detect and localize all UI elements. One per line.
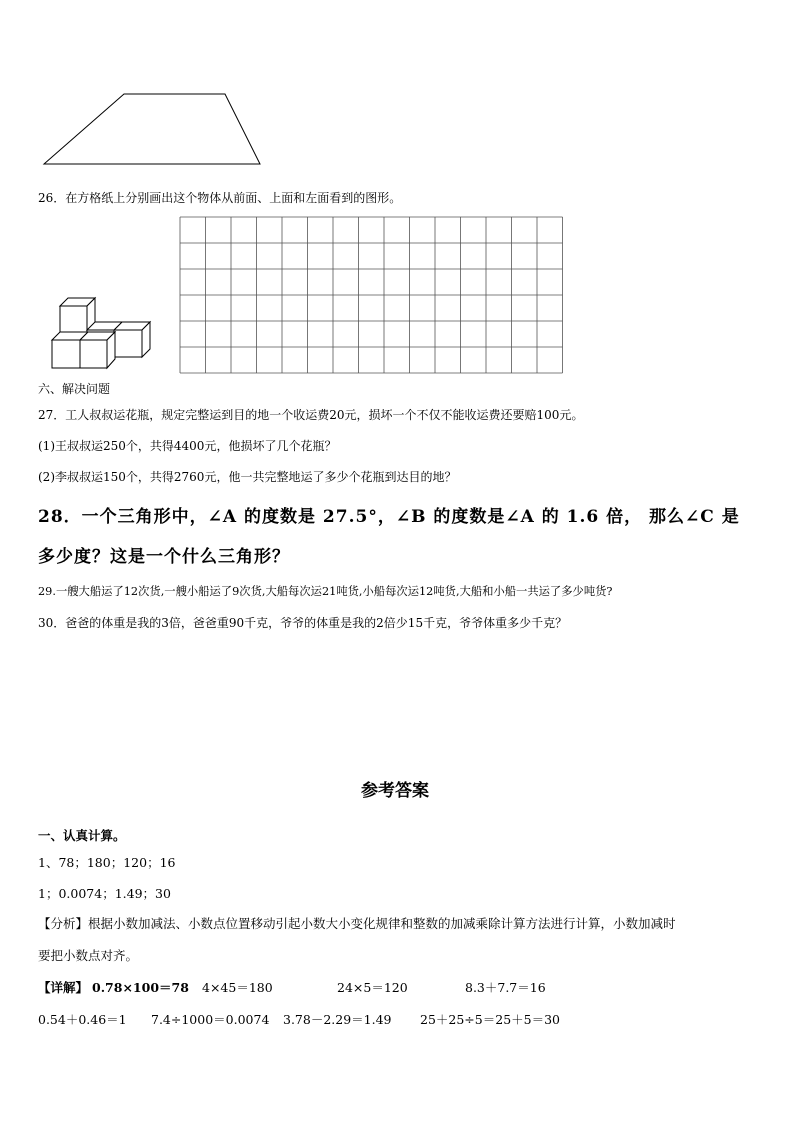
question-30: 30．爸爸的体重是我的3倍，爸爸重90千克，爷爷的体重是我的2倍少15千克，爷爷体重多少千克？: [38, 616, 568, 630]
cube-solid-figure: [46, 296, 158, 372]
trapezoid-figure: [40, 90, 270, 170]
answer-line-1: 1、78；180；120；16: [38, 855, 176, 870]
question-27: 27．工人叔叔运花瓶，规定完整运到目的地一个收运费20元，损坏一个不仅不能收运费还要赔100元。: [38, 408, 584, 422]
question-27-part-1: (1)王叔叔运250个，共得4400元，他损坏了几个花瓶？: [38, 439, 337, 453]
equation: 0.78×100＝78: [92, 980, 189, 995]
section-heading: 六、解决问题: [38, 382, 111, 396]
grid-paper: [178, 216, 566, 374]
question-28-line-2: 多少度？这是一个什么三角形？: [38, 547, 290, 567]
answers-title: 参考答案: [361, 781, 429, 801]
question-28-line-1: 28．一个三角形中，∠A 的度数是 27.5°，∠B 的度数是∠A 的 1.6 倍， 那么∠C 是: [38, 507, 740, 527]
equation: 4×45＝180: [202, 980, 273, 995]
equation: 25＋25÷5＝25＋5＝30: [420, 1012, 561, 1027]
question-27-part-2: (2)李叔叔运150个，共得2760元，他一共完整地运了多少个花瓶到达目的地？: [38, 470, 457, 484]
analysis-line-1: 【分析】根据小数加减法、小数点位置移动引起小数大小变化规律和整数的加减乘除计算方法进行计算，小数加减时: [38, 916, 676, 931]
equation: 3.78－2.29＝1.49: [283, 1012, 392, 1027]
equation: 7.4÷1000＝0.0074: [151, 1012, 270, 1027]
question-29: 29.一艘大船运了12次货,一艘小船运了9次货,大船每次运21吨货,小船每次运12吨货,大船和小船一共运了多少吨货?: [38, 585, 613, 598]
equation: 0.54＋0.46＝1: [38, 1012, 127, 1027]
answer-line-2: 1；0.0074；1.49；30: [38, 886, 171, 901]
detail-label: 【详解】: [38, 980, 89, 995]
equation: 24×5＝120: [337, 980, 408, 995]
equation: 8.3＋7.7＝16: [465, 980, 546, 995]
answers-section-heading: 一、认真计算。: [38, 828, 126, 843]
question-26: 26．在方格纸上分别画出这个物体从前面、上面和左面看到的图形。: [38, 191, 402, 205]
analysis-line-2: 要把小数点对齐。: [38, 948, 139, 963]
